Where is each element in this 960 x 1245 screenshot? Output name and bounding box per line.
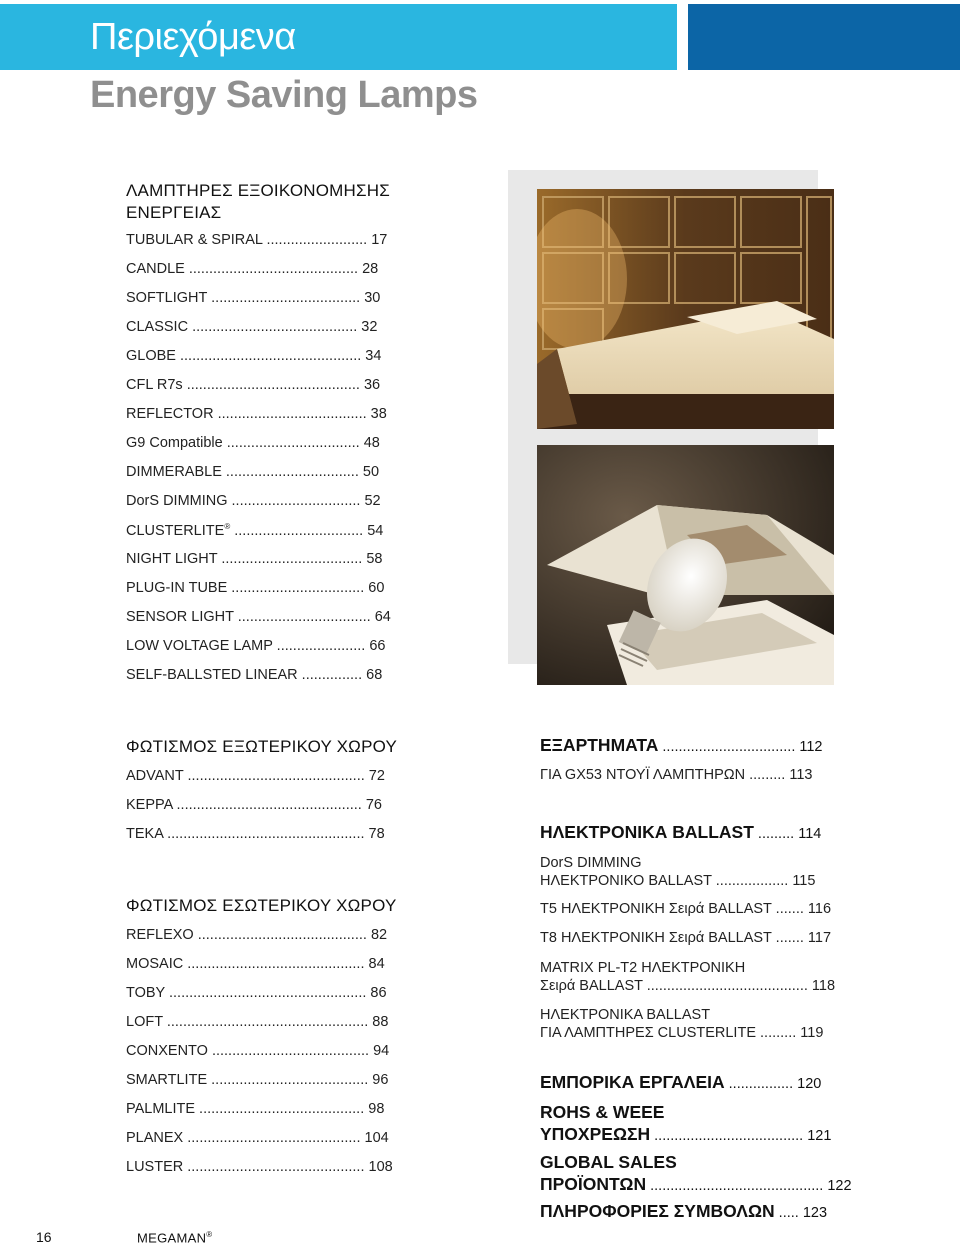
toc-item[interactable]: SMARTLITE ....................................... 96 bbox=[126, 1072, 389, 1088]
toc-item[interactable]: SOFTLIGHT ..................................... 30 bbox=[126, 290, 381, 306]
toc-item[interactable]: NIGHT LIGHT ................................... 58 bbox=[126, 551, 383, 567]
toc-item[interactable]: CLASSIC ......................................... 32 bbox=[126, 319, 378, 335]
toc-item[interactable]: ADVANT ............................................ 72 bbox=[126, 768, 385, 784]
gs-line-1: GLOBAL SALES bbox=[540, 1152, 677, 1172]
section-heading-outdoor: ΦΩΤΙΣΜΟΣ ΕΞΩΤΕΡΙΚΟΥ ΧΩΡΟΥ bbox=[126, 737, 398, 756]
tools-label: ΕΜΠΟΡΙΚΑ ΕΡΓΑΛΕΙΑ bbox=[540, 1072, 725, 1092]
toc-symbol-info[interactable] bbox=[540, 1201, 827, 1222]
brand-logo-text bbox=[137, 1230, 212, 1245]
toc-commercial-tools[interactable] bbox=[540, 1072, 821, 1093]
rohs-line-2: ΥΠΟΧΡΕΩΣΗ bbox=[540, 1124, 651, 1144]
symbols-label: ΠΛΗΡΟΦΟΡΙΕΣ ΣΥΜΒΟΛΩΝ bbox=[540, 1201, 775, 1221]
toc-item[interactable]: PLUG-IN TUBE ................................. 60 bbox=[126, 580, 385, 596]
bedroom-photo bbox=[537, 189, 834, 429]
brand-name: MEGAMAN bbox=[137, 1230, 207, 1245]
toc-item[interactable]: GLOBE ............................................. 34 bbox=[126, 348, 382, 364]
brand-registered-mark: ® bbox=[206, 1230, 213, 1239]
cl-line-1: ΗΛΕΚΤΡΟΝΙΚΑ BALLAST bbox=[540, 1007, 711, 1023]
toc-item[interactable]: TEKA ................................................. 78 bbox=[126, 826, 385, 842]
toc-electronic-ballast[interactable] bbox=[540, 822, 821, 843]
toc-item[interactable]: PALMLITE ......................................... 98 bbox=[126, 1101, 385, 1117]
toc-item[interactable]: TOBY ................................................. 86 bbox=[126, 985, 387, 1001]
toc-item-clusterlite[interactable] bbox=[126, 522, 383, 539]
toc-item-t5[interactable]: T5 ΗΛΕΚΤΡΟΝΙΚΗ Σειρά BALLAST ....... 116 bbox=[540, 901, 832, 917]
matrix-line-2: Σειρά BALLAST ........................................ 118 bbox=[540, 978, 836, 994]
toc-item[interactable]: CFL R7s ........................................... 36 bbox=[126, 377, 381, 393]
section-heading-indoor: ΦΩΤΙΣΜΟΣ ΕΣΩΤΕΡΙΚΟΥ ΧΩΡΟΥ bbox=[126, 896, 397, 915]
toc-item[interactable]: TUBULAR & SPIRAL ......................... 17 bbox=[126, 232, 388, 248]
ballast-page: ......... 114 bbox=[753, 826, 822, 842]
heading-line-2: ΕΝΕΡΓΕΙΑΣ bbox=[126, 203, 222, 222]
toc-item[interactable]: SENSOR LIGHT ................................. 64 bbox=[126, 609, 391, 625]
registered-mark: ® bbox=[224, 522, 231, 531]
lamp-book-photo bbox=[537, 445, 834, 685]
toc-item[interactable]: REFLEXO .......................................... 82 bbox=[126, 927, 388, 943]
cl-line-2: ΓΙΑ ΛΑΜΠΤΗΡΕΣ CLUSTERLITE ......... 119 bbox=[540, 1025, 824, 1041]
toc-item-matrix[interactable] bbox=[540, 959, 835, 995]
toc-global-sales[interactable] bbox=[540, 1151, 852, 1197]
page-title: Energy Saving Lamps bbox=[90, 74, 478, 116]
toc-item[interactable]: LOFT .................................................. 88 bbox=[126, 1014, 389, 1030]
rohs-page: ..................................... 121 bbox=[650, 1128, 832, 1144]
gs-page: ........................................... 122 bbox=[646, 1178, 852, 1194]
toc-item[interactable]: CONXENTO ....................................... 94 bbox=[126, 1043, 390, 1059]
greek-title: Περιεχόμενα bbox=[90, 16, 296, 58]
toc-item[interactable]: LOW VOLTAGE LAMP ...................... 66 bbox=[126, 638, 386, 654]
toc-item-t8[interactable]: T8 ΗΛΕΚΤΡΟΝΙΚΗ Σειρά BALLAST ....... 117 bbox=[540, 930, 832, 946]
toc-item[interactable]: DorS DIMMING ................................ 52 bbox=[126, 493, 381, 509]
toc-item[interactable]: REFLECTOR ..................................... 38 bbox=[126, 406, 387, 422]
gs-line-2: ΠΡΟΪΟΝΤΩΝ bbox=[540, 1174, 647, 1194]
clusterlite-page: ................................ 54 bbox=[230, 522, 384, 539]
symbols-page: ..... 123 bbox=[774, 1205, 828, 1221]
toc-item[interactable]: SELF-BALLSTED LINEAR ............... 68 bbox=[126, 667, 383, 683]
toc-item[interactable]: PLANEX ........................................... 104 bbox=[126, 1130, 389, 1146]
matrix-line-1: MATRIX PL-T2 ΗΛΕΚΤΡΟΝΙΚΗ bbox=[540, 960, 746, 976]
page-number: 16 bbox=[36, 1229, 52, 1245]
rohs-line-1: ROHS & WEEE bbox=[540, 1102, 665, 1122]
dors-line-2: ΗΛΕΚΤΡΟΝΙΚΟ BALLAST .................. 115 bbox=[540, 873, 816, 889]
clusterlite-label: CLUSTERLITE bbox=[126, 522, 225, 539]
toc-item[interactable]: CANDLE .......................................... 28 bbox=[126, 261, 379, 277]
accessories-page: ................................. 112 bbox=[658, 739, 823, 755]
header-band-blue bbox=[688, 4, 960, 70]
toc-item[interactable]: G9 Compatible ................................. 48 bbox=[126, 435, 380, 451]
tools-page: ................ 120 bbox=[724, 1076, 822, 1092]
dors-line-1: DorS DIMMING bbox=[540, 855, 642, 871]
toc-item[interactable]: KEPPA .............................................. 76 bbox=[126, 797, 382, 813]
toc-accessories[interactable] bbox=[540, 735, 823, 756]
toc-item[interactable]: DIMMERABLE ................................. 50 bbox=[126, 464, 380, 480]
toc-item-clusterlite-ballast[interactable] bbox=[540, 1006, 823, 1042]
toc-item[interactable]: MOSAIC ............................................ 84 bbox=[126, 956, 385, 972]
accessories-label: ΕΞΑΡΤΗΜΑΤΑ bbox=[540, 735, 659, 755]
toc-item-dors[interactable] bbox=[540, 854, 815, 890]
toc-item[interactable]: LUSTER ............................................ 108 bbox=[126, 1159, 393, 1175]
toc-rohs-weee[interactable] bbox=[540, 1101, 831, 1147]
section-heading-energy-saving bbox=[126, 180, 390, 224]
heading-line-1: ΛΑΜΠΤΗΡΕΣ ΕΞΟΙΚΟΝΟΜΗΣΗΣ bbox=[126, 181, 390, 200]
toc-item-gx53[interactable]: ΓΙΑ GX53 ΝΤΟΥΪ ΛΑΜΠΤΗΡΩΝ ......... 113 bbox=[540, 767, 813, 783]
ballast-label: ΗΛΕΚΤΡΟΝΙΚΑ BALLAST bbox=[540, 822, 754, 842]
